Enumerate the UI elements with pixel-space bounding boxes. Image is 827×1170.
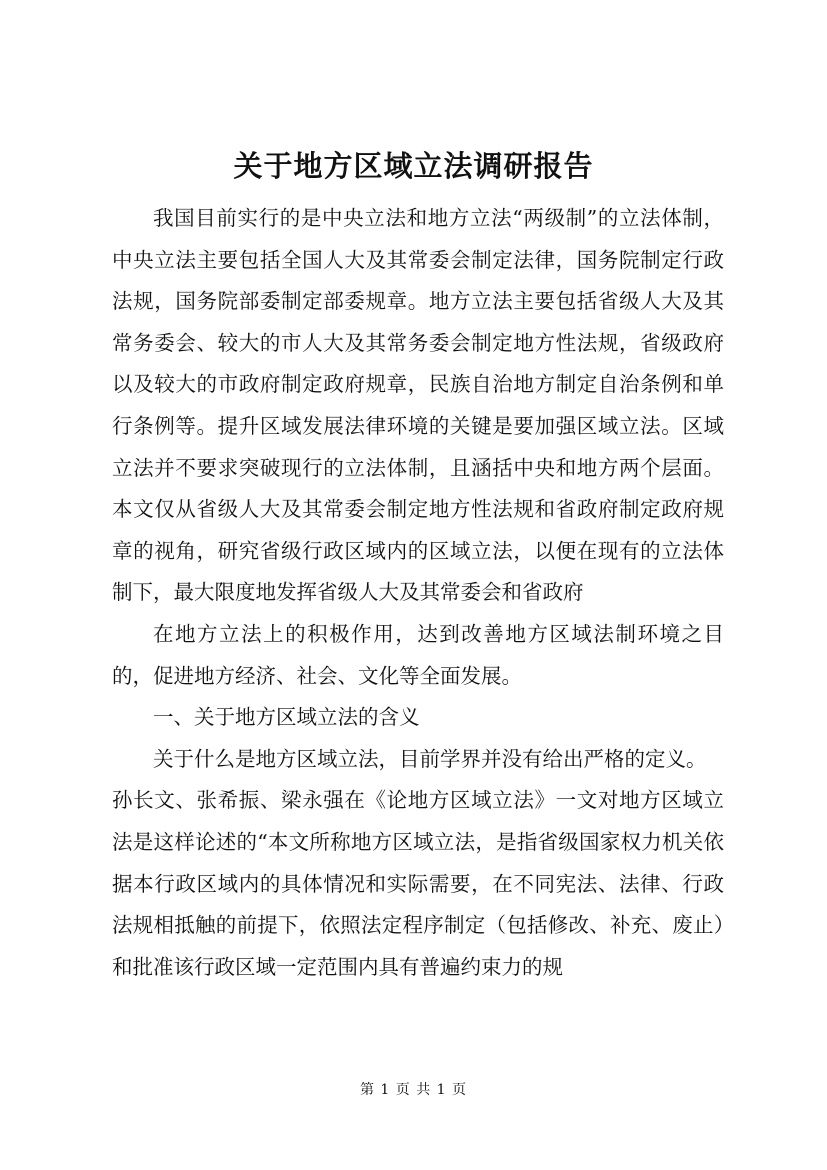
page-footer: 第 1 页 共 1 页	[359, 1082, 468, 1098]
section-heading: 一、关于地方区域立法的含义	[153, 705, 420, 730]
paragraph-definition-intro: 关于什么是地方区域立法，目前学界并没有给出严格的定义。	[153, 746, 707, 771]
paragraph-intro: 我国目前实行的是中央立法和地方立法“两级制”的立法体制，中央立法主要包括全国人大及其常委会制定法律，国务院制定行政法规，国务院部委制定部委规章。地方立法主要包括省级人大及其常务委会、较大的市人大及其常务委会制定地方性法规，省级政府以及较大的市政府制定政府规章，民族自治地方制定自治条例和单行条例等。提升区域发展法律环境的关键是要加强区域立法。区域立法并不要求突破现行的立法体制，且涵括中央和地方两个层面。本文仅从省级人大及其常委会制定地方性法规和省政府制定政府规章的视角，研究省级行政区域内的区域立法，以便在现有的立法体制下，最大限度地发挥省级人大及其常委会和省政府	[112, 206, 724, 605]
paragraph-continuation: 在地方立法上的积极作用，达到改善地方区域法制环境之目的，促进地方经济、社会、文化等全面发展。	[112, 621, 724, 688]
document-body	[112, 198, 724, 988]
paragraph-definition-quote: 孙长文、张希振、梁永强在《论地方区域立法》一文对地方区域立法是这样论述的“本文所称地方区域立法，是指省级国家权力机关依据本行政区域内的具体情况和实际需要，在不同宪法、法律、行政法规相抵触的前提下，依照法定程序制定（包括修改、补充、废止）和批准该行政区域一定范围内具有普遍约束力的规	[112, 788, 724, 979]
document-title: 关于地方区域立法调研报告	[233, 149, 594, 183]
